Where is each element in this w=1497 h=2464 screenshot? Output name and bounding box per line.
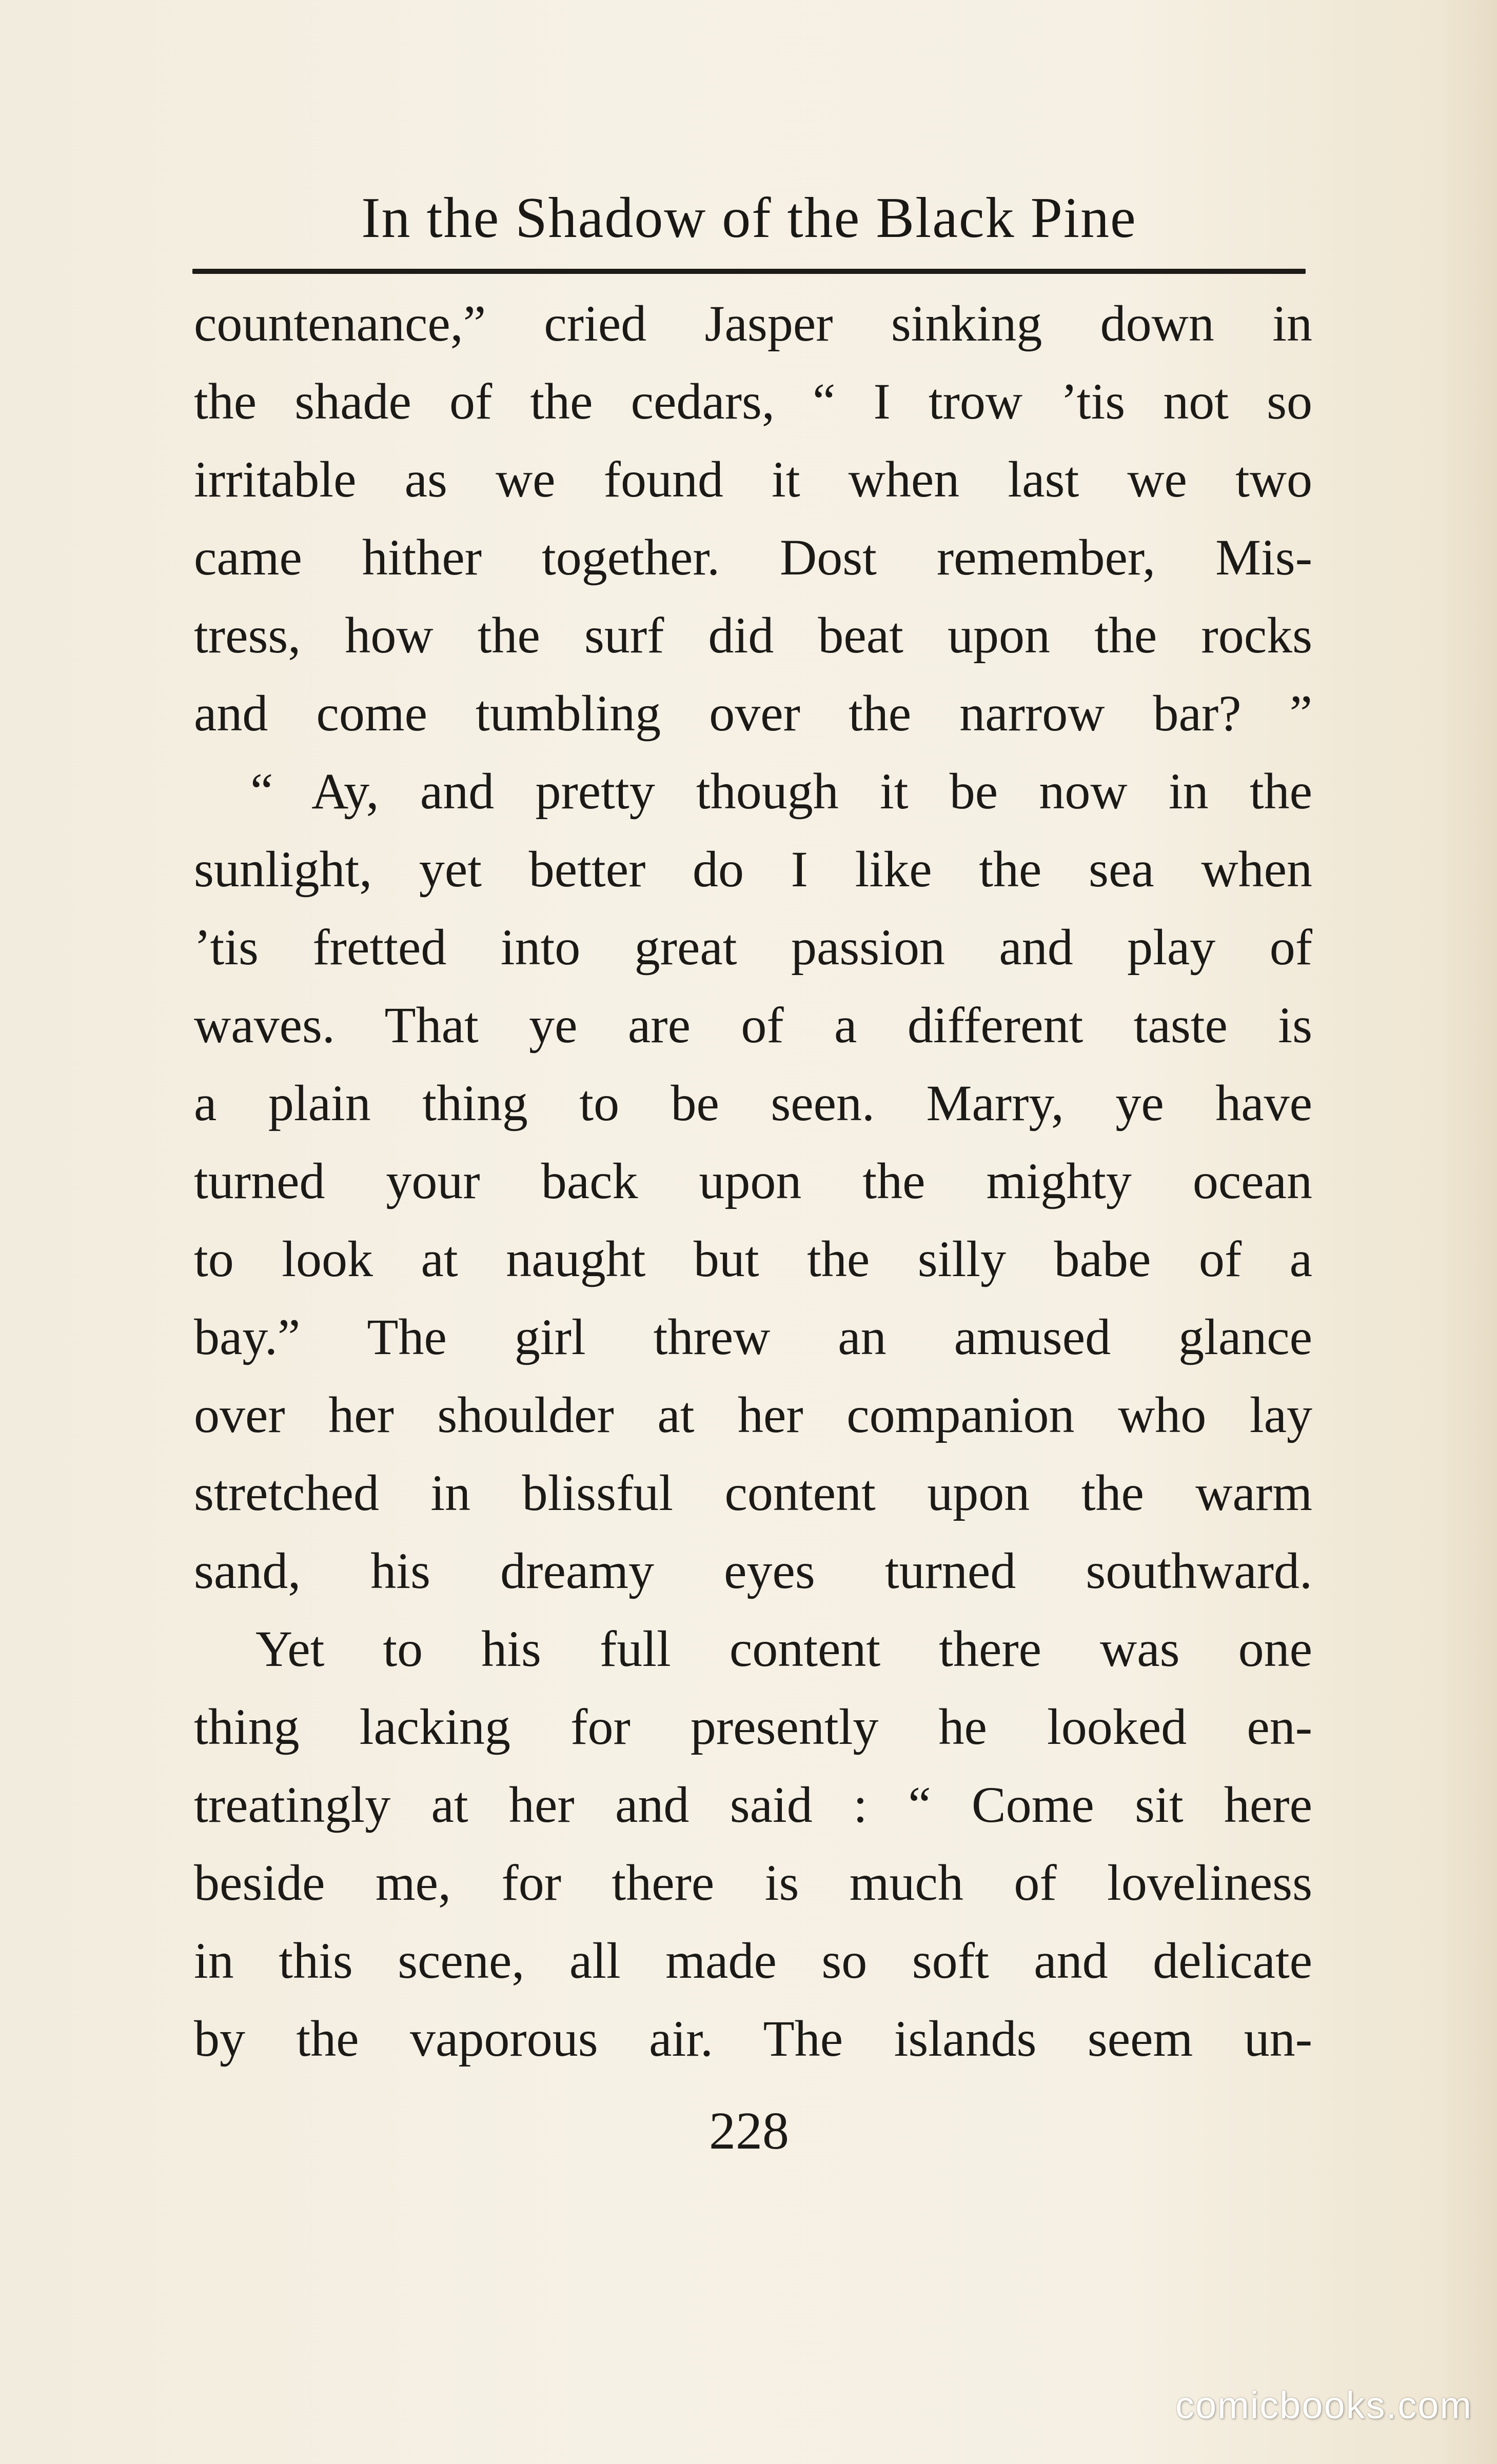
text-line: bay.” The girl threw an amused glance [194,1308,1312,1365]
text-line: Yet to his full content there was one [255,1620,1312,1677]
page-number: 228 [709,2101,789,2160]
text-line: over her shoulder at her companion who lay [194,1386,1312,1443]
watermark: comicbooks.com [1175,2384,1472,2427]
text-line: by the vaporous air. The islands seem un- [194,2010,1312,2067]
text-line: treatingly at her and said : “ Come sit here [194,1776,1312,1833]
text-line: beside me, for there is much of loveliness [194,1854,1312,1911]
text-line: the shade of the cedars, “ I trow ’tis not so [194,373,1312,430]
text-line: sand, his dreamy eyes turned southward. [194,1542,1312,1599]
text-line: in this scene, all made so soft and delicate [194,1932,1312,1989]
text-line: to look at naught but the silly babe of a [194,1230,1312,1287]
text-line: turned your back upon the mighty ocean [194,1152,1312,1209]
running-head: In the Shadow of the Black Pine [361,186,1137,250]
text-line: stretched in blissful content upon the warm [194,1464,1312,1521]
text-line: sunlight, yet better do I like the sea when [194,841,1312,898]
text-line: irritable as we found it when last we two [194,451,1312,508]
text-line: ’tis fretted into great passion and play of [194,919,1312,976]
text-line: and come tumbling over the narrow bar? ” [194,685,1312,742]
text-line: tress, how the surf did beat upon the rocks [194,607,1312,664]
header-rule [192,269,1306,274]
text-line: a plain thing to be seen. Marry, ye have [194,1075,1312,1131]
text-line: “ Ay, and pretty though it be now in the [250,763,1312,820]
text-line: waves. That ye are of a different taste is [194,997,1312,1054]
text-line: came hither together. Dost remember, Mis- [194,529,1312,586]
text-line: countenance,” cried Jasper sinking down in [194,295,1312,352]
text-line: thing lacking for presently he looked en- [194,1698,1312,1755]
body-text [194,285,1312,2078]
